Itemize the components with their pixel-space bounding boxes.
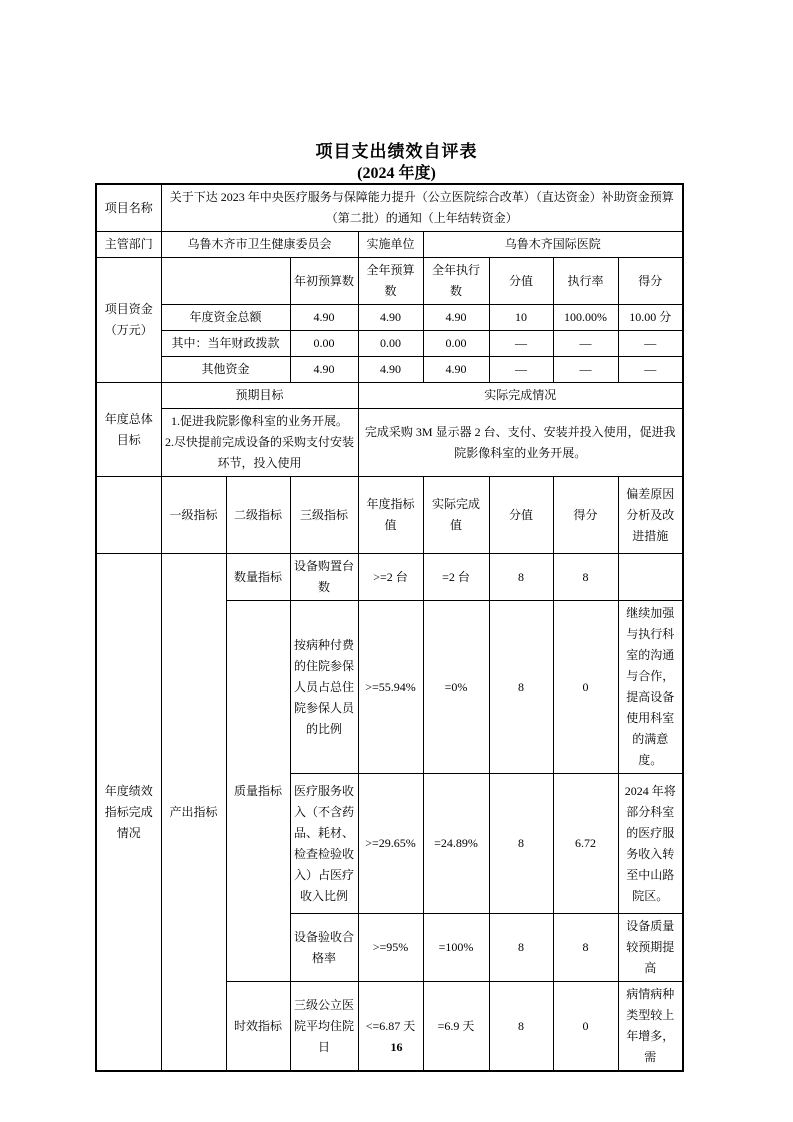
funds-value: 10: [489, 305, 553, 331]
funds-blank-cell: [161, 258, 290, 305]
funds-value: 0.00: [423, 331, 489, 357]
indicator-level3: 设备购置台数: [290, 554, 358, 601]
indicator-level1-output: 产出指标: [161, 554, 226, 1072]
indicator-level2: 质量指标: [226, 601, 290, 982]
funds-value: 4.90: [423, 357, 489, 383]
page-title: 项目支出绩效自评表: [315, 142, 478, 161]
indicator-col-target: 年度指标值: [358, 477, 423, 554]
expected-goal-header: 预期目标: [161, 383, 358, 409]
indicator-score: 6.72: [553, 774, 618, 914]
indicator-deviation: 病情病种类型较上年增多，需: [618, 982, 683, 1072]
expected-goal-line: 2.尽快提前完成设备的采购支付安装环节，投入使用: [164, 435, 354, 470]
indicator-actual: =2 台: [423, 554, 489, 601]
indicator-score-value: 8: [489, 554, 553, 601]
funds-row-label: 其中：当年财政拨款: [161, 331, 290, 357]
funds-value: 4.90: [358, 357, 423, 383]
indicator-target: >=95%: [358, 914, 423, 982]
funds-row-label: 其他资金: [161, 357, 290, 383]
funds-col-annual-execution: 全年执行数: [423, 258, 489, 305]
indicator-level3: 设备验收合格率: [290, 914, 358, 982]
indicator-actual: =100%: [423, 914, 489, 982]
impl-unit-label: 实施单位: [358, 232, 423, 258]
indicator-col-level3: 三级指标: [290, 477, 358, 554]
indicator-score: 0: [553, 601, 618, 774]
indicator-score: 8: [553, 914, 618, 982]
indicator-score-value: 8: [489, 601, 553, 774]
page-number: 16: [390, 1040, 403, 1054]
indicator-score: 8: [553, 554, 618, 601]
indicator-level2: 数量指标: [226, 554, 290, 601]
funds-value: —: [618, 331, 683, 357]
funds-col-score: 得分: [618, 258, 683, 305]
indicator-col-deviation: 偏差原因分析及改进措施: [618, 477, 683, 554]
funds-col-annual-budget: 全年预算数: [358, 258, 423, 305]
indicator-actual: =24.89%: [423, 774, 489, 914]
indicator-deviation: 设备质量较预期提高: [618, 914, 683, 982]
funds-value: —: [618, 357, 683, 383]
indicator-score-value: 8: [489, 774, 553, 914]
funds-value: 10.00 分: [618, 305, 683, 331]
actual-completion-text: 完成采购 3M 显示器 2 台、支付、安装并投入使用，促进我院影像科室的业务开展。: [358, 409, 683, 477]
indicator-target: >=2 台: [358, 554, 423, 601]
indicator-actual: =0%: [423, 601, 489, 774]
indicator-target: >=55.94%: [358, 601, 423, 774]
indicator-score-value: 8: [489, 982, 553, 1072]
project-name-label: 项目名称: [96, 184, 161, 232]
indicator-col-score: 得分: [553, 477, 618, 554]
funds-value: 4.90: [423, 305, 489, 331]
dept-label: 主管部门: [96, 232, 161, 258]
indicator-score-value: 8: [489, 914, 553, 982]
indicator-deviation: [618, 554, 683, 601]
indicator-target: <=6.87 天: [358, 982, 423, 1072]
indicator-deviation: 继续加强与执行科室的沟通与合作，提高设备使用科室的满意度。: [618, 601, 683, 774]
indicator-deviation: 2024 年将部分科室的医疗服务收入转至中山路院区。: [618, 774, 683, 914]
dept-value: 乌鲁木齐市卫生健康委员会: [161, 232, 358, 258]
indicator-actual: =6.9 天: [423, 982, 489, 1072]
funds-value: 4.90: [290, 357, 358, 383]
funds-col-initial-budget: 年初预算数: [290, 258, 358, 305]
funds-value: —: [489, 331, 553, 357]
indicator-level3: 医疗服务收入（不含药品、耗材、检查检验收入）占医疗收入比例: [290, 774, 358, 914]
expected-goal-line: 1.促进我院影像科室的业务开展。: [170, 414, 348, 428]
indicator-col-score-value: 分值: [489, 477, 553, 554]
indicator-col-level2: 二级指标: [226, 477, 290, 554]
expected-goal-text: [161, 409, 358, 477]
indicator-score: 0: [553, 982, 618, 1072]
funds-col-execution-rate: 执行率: [553, 258, 618, 305]
funds-row-label: 年度资金总额: [161, 305, 290, 331]
indicator-level2: 时效指标: [226, 982, 290, 1072]
indicator-blank-cell: [96, 477, 161, 554]
funds-value: —: [489, 357, 553, 383]
actual-completion-header: 实际完成情况: [358, 383, 683, 409]
evaluation-table: [95, 183, 684, 1072]
indicator-col-level1: 一级指标: [161, 477, 226, 554]
project-name-value: 关于下达 2023 年中央医疗服务与保障能力提升（公立医院综合改革）（直达资金）补助资金预算（第二批）的通知（上年结转资金）: [161, 184, 683, 232]
funds-value: —: [553, 357, 618, 383]
funds-value: 0.00: [290, 331, 358, 357]
funds-col-score-value: 分值: [489, 258, 553, 305]
funds-value: 100.00%: [553, 305, 618, 331]
page-subtitle: (2024 年度): [357, 165, 436, 182]
funds-value: 0.00: [358, 331, 423, 357]
indicator-section-label: 年度绩效指标完成情况: [96, 554, 161, 1072]
annual-goal-label: 年度总体目标: [96, 383, 161, 477]
funds-section-label: 项目资金（万元）: [96, 258, 161, 383]
impl-unit-value: 乌鲁木齐国际医院: [423, 232, 683, 258]
indicator-level3: 三级公立医院平均住院日: [290, 982, 358, 1072]
funds-value: 4.90: [358, 305, 423, 331]
indicator-target: >=29.65%: [358, 774, 423, 914]
indicator-col-actual: 实际完成值: [423, 477, 489, 554]
indicator-level3: 按病种付费的住院参保人员占总住院参保人员的比例: [290, 601, 358, 774]
funds-value: —: [553, 331, 618, 357]
funds-value: 4.90: [290, 305, 358, 331]
